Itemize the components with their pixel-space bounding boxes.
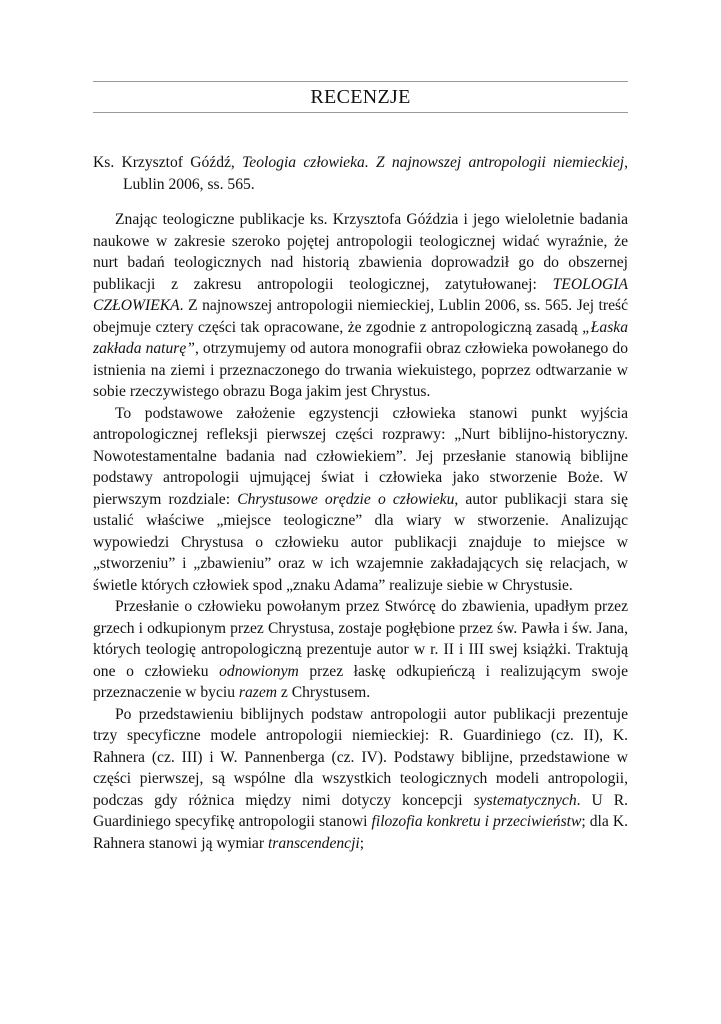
text-segment: . U R. Guardiniego specyfikę antropologii stanowi [93, 791, 628, 830]
text-segment: przez łaskę odkupieńczą i realizującym swoje przeznaczenie w byciu [93, 662, 629, 701]
book-citation [93, 152, 628, 195]
header-bottom-rule [93, 112, 628, 113]
text-segment-italic: Chrystusowe orędzie o człowieku [237, 490, 455, 508]
text-segment-italic: transcendencji [267, 834, 360, 852]
citation-author: Ks. Krzysztof Góźdź, [93, 154, 243, 171]
paragraph [93, 704, 628, 855]
text-segment: ; dla K. Rahnera stanowi ją wymiar [93, 813, 628, 852]
text-segment: , otrzymujemy od autora monografii obraz człowieka powołanego do istnienia na ziemi i przeznaczonego do trwania wiekuistego, poprzez odtwarzanie w sobie rzeczywistego obrazu Boga jakim jest Chrystus. [93, 340, 628, 400]
review-body [93, 209, 628, 854]
header-top-rule [93, 81, 628, 82]
text-segment: To podstawowe założenie egzystencji człowieka stanowi punkt wyjścia antropologicznej refleksji pierwszej części rozprawy: „Nurt biblijno-historyczny. Nowotestamentalne badania nad człowiekiem”. Jej przesłanie stanowią biblijne podstawy antropologii ujmującej świat i człowieka jako stworzenie Boże. W pierwszym rozdziale: [93, 404, 628, 508]
text-segment-italic: „Łaska zakłada naturę” [93, 318, 628, 357]
text-segment: Przesłanie o człowieku powołanym przez Stwórcę do zbawienia, upadłym przez grzech i odkupionym przez Chrystusa, zostaje pogłębione przez św. Pawła i św. Jana, których teologię antropologiczną prezentuje autor w r. II i III swej książki. Traktują one o człowieku [93, 598, 628, 680]
citation-details: , Lublin 2006, ss. 565. [123, 154, 628, 193]
text-segment: Znając teologiczne publikacje ks. Krzysztofa Góździa i jego wieloletnie badania naukowe w zakresie szeroko pojętej antropologii teologicznej widać wyraźnie, że nurt badań teologicznych nad historią zbawienia doprowadził go do obszernej publikacji z zakresu antropologii teologicznej, zatytułowanej: [93, 211, 628, 293]
text-segment: . Z najnowszej antropologii niemieckiej, Lublin 2006, ss. 565. Jej treść obejmuje cztery części tak opracowane, że zgodnie z antropologiczną zasadą [93, 297, 628, 336]
text-segment-italic: razem [238, 684, 278, 701]
text-segment-italic: systematycznych [473, 791, 577, 809]
paragraph [93, 403, 628, 597]
text-segment: ; [359, 834, 365, 852]
citation-title: Teologia człowieka. Z najnowszej antropologii niemieckiej [242, 154, 625, 171]
text-segment: z Chrystusem. [277, 684, 371, 701]
paragraph [93, 209, 628, 403]
text-segment-italic: filozofia konkretu i przeciwieństw [371, 813, 582, 830]
paragraph [93, 596, 628, 704]
text-segment: , autor publikacji stara się ustalić właściwe „miejsce teologiczne” dla wiary w stworzenie. Analizując wypowiedzi Chrystusa o człowieku autor publikacji znajduje to miejsce w „stworzeniu” i „zbawieniu” oraz w ich wzajemnie zakładających się relacjach, w świetle których człowiek spod „znaku Adama” realizuje siebie w Chrystusie. [93, 490, 629, 594]
text-segment-italic: odnowionym [219, 662, 299, 680]
section-header: RECENZJE [310, 86, 411, 108]
text-segment: Po przedstawieniu biblijnych podstaw antropologii autor publikacji prezentuje trzy specyficzne modele antropologii niemieckiej: R. Guardiniego (cz. II), K. Rahnera (cz. III) i W. Pannenberga (cz. IV). Podstawy biblijne, przedstawione w części pierwszej, są wspólne dla wszystkich teologicznych modeli antropologii, podczas gdy różnica między nimi dotyczy koncepcji [93, 705, 628, 809]
text-segment-italic: TEOLOGIA CZŁOWIEKA [93, 275, 628, 314]
